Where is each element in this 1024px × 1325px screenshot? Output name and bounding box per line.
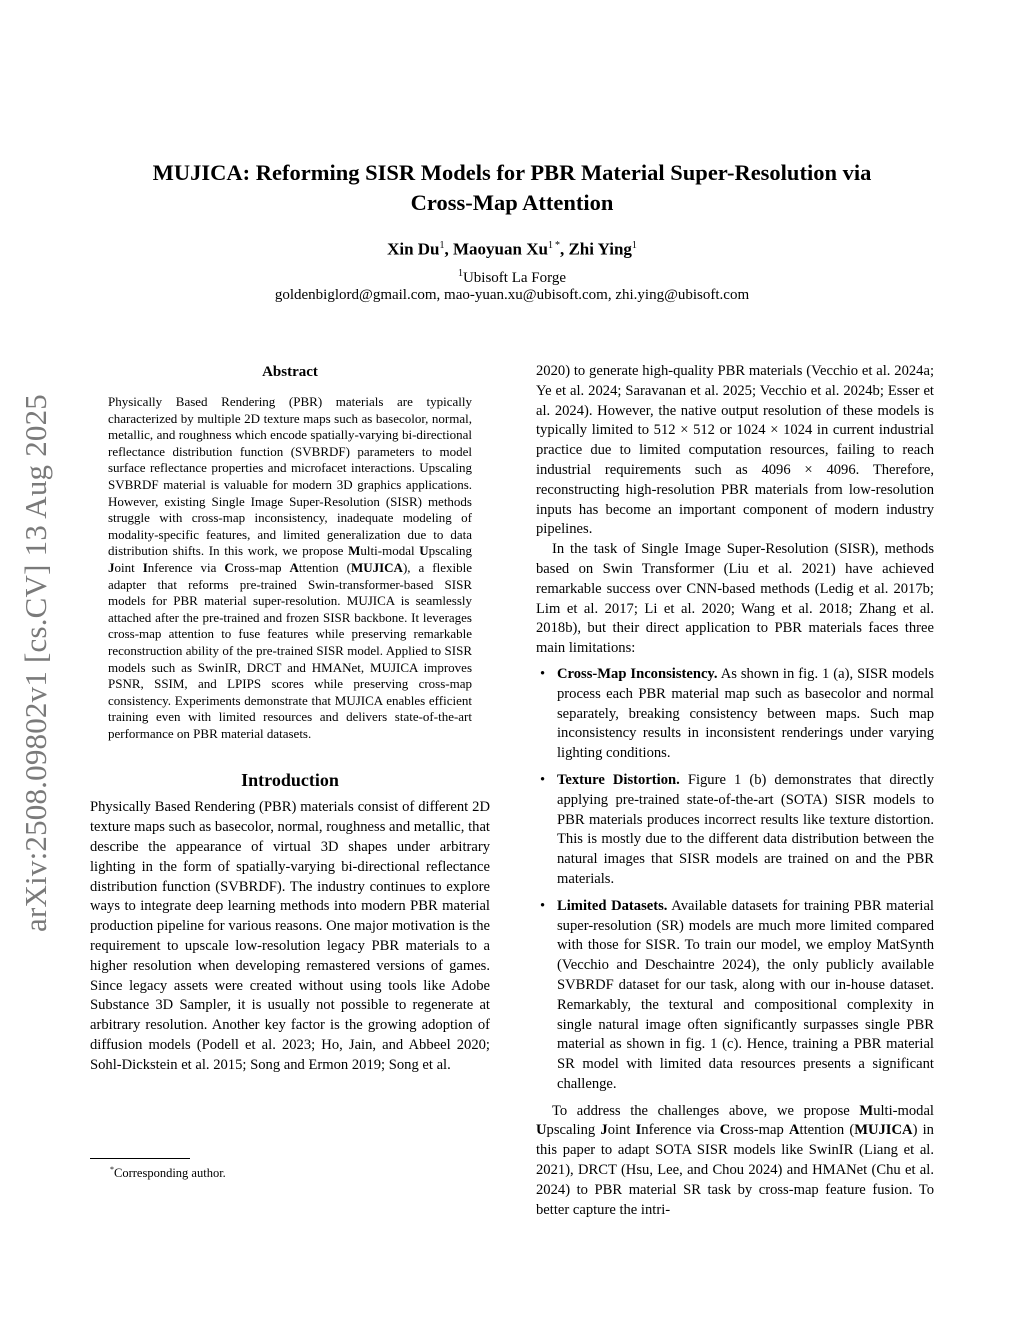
right-p1-part-c: in current industrial practice due to limited computation resources, failing to reach industrial requirements such as — [536, 422, 935, 478]
right-paragraph-2: In the task of Single Image Super-Resolution (SISR), methods based on Swin Transformer (Liu et al. 2021) have achieved remarkable success over CNN-based methods (Ledig et al. 2017b; Lim et al. 2017; Li et al. 2020; Wang et al. 2018; Zhang et al. 2018b), but their direct application to PBR materials faces three main limitations: — [536, 541, 934, 657]
author-emails: goldenbiglord@gmail.com, mao-yuan.xu@ubisoft.com, zhi.ying@ubisoft.com — [274, 287, 750, 303]
title-line-2: Cross-Map Attention — [410, 190, 614, 215]
affiliation-mark: 1 — [457, 268, 463, 279]
acr-C: C — [224, 559, 234, 575]
right-column — [536, 362, 934, 1220]
abstract-text — [108, 394, 472, 742]
author-2: Maoyuan Xu — [453, 239, 548, 259]
limitations-list — [536, 665, 934, 1095]
p3-A: A — [788, 1122, 800, 1139]
acr-ulti: ulti-modal — [360, 543, 420, 559]
footnote-text: Corresponding author. — [114, 1166, 226, 1181]
author-3: Zhi Ying — [568, 239, 632, 259]
right-p1-part-a: 2020) to generate high-quality PBR materials (Vecchio et al. 2024a; Ye et al. 2024; Saravanan et al. 2025; Vecchio et al. 2024b; Esser et al. 2024). However, the native output resolution of these models is typically limited to — [536, 363, 934, 439]
bullet-icon: • — [540, 771, 546, 788]
p3-nference: nference via — [641, 1122, 720, 1139]
author-1-mark: 1 — [439, 240, 445, 251]
abstract-heading: Abstract — [262, 364, 318, 380]
right-paragraph-1 — [536, 362, 934, 540]
acr-ttention: ttention ( — [298, 559, 351, 575]
author-3-mark: 1 — [631, 240, 637, 251]
bullet-title: Limited Datasets. — [557, 897, 668, 914]
acr-pscaling: pscaling — [428, 543, 472, 559]
acr-U: U — [419, 543, 429, 559]
math-4096: 4096 × 4096 — [761, 461, 856, 478]
bullet-icon: • — [540, 665, 546, 682]
p3-ulti: ulti-modal — [873, 1102, 934, 1119]
author-2-mark: 1 * — [547, 240, 560, 251]
math-1024: 1024 × 1024 — [736, 422, 813, 439]
abstract-acronym: MUJICA — [350, 559, 403, 575]
p3-M: M — [859, 1102, 874, 1119]
bullet-text: Available datasets for training PBR material super-resolution (SR) models are much more limited compared with those for SISR. To train our model, we employ MatSynth (Vecchio and Deschaintre 2024), the only publicly available SVBRDF dataset for our task, along with our in-house dataset. Remarkably, the textural and compositional complexity in single natural image often significantly surpasses single PBR material as shown in fig. 1 (c). Hence, training a PBR material SR model with limited data resources presents a significant challenge. — [557, 897, 934, 1092]
arxiv-identifier-text: arXiv:2508.09802v1 [cs.CV] 13 Aug 2025 — [18, 393, 53, 933]
acr-oint: oint — [114, 559, 143, 575]
footnote — [110, 1162, 226, 1181]
p3-C: C — [719, 1122, 731, 1139]
acr-ross: ross-map — [233, 559, 290, 575]
list-item — [536, 665, 934, 764]
p3-U: U — [536, 1122, 547, 1139]
p3-pscaling: pscaling — [546, 1122, 601, 1139]
acr-A: A — [289, 559, 299, 575]
bullet-text: Figure 1 (b) demonstrates that directly applying pre-trained state-of-the-art (SOTA) SISR models to PBR materials produces incorrect results like texture distortion. This is mostly due to the different data distribution between the natural images that SISR models are trained on and the PBR materials. — [557, 771, 934, 887]
bullet-icon: • — [540, 897, 546, 914]
list-item — [536, 897, 934, 1095]
p3-acronym: MUJICA — [854, 1122, 913, 1139]
paper-title — [100, 158, 924, 218]
p3-ross: ross-map — [730, 1122, 789, 1139]
p3-oint: oint — [607, 1122, 636, 1139]
introduction-paragraph-1: Physically Based Rendering (PBR) materials consist of different 2D texture maps such as basecolor, normal, roughness and metallic, that describe the appearance of virtual 3D shapes under arbitrary lighting in the form of spatially-varying bi-directional reflectance distribution function (SVBRDF). The industry continues to explore ways to integrate deep learning methods into modern PBR material production pipeline for various reasons. One major motivation is the requirement to upscale low-resolution legacy PBR materials to a higher resolution when developing remastered versions of games. Since legacy assets were created without using tools like Adobe Substance 3D Sampler, it is usually not possible to regenerate at arbitrary resolution. Another key factor is the growing adoption of diffusion models (Podell et al. 2023; Ho, Jain, and Abbeel 2020; Sohl-Dickstein et al. 2015; Song and Ermon 2019; Song et al. — [90, 799, 490, 1073]
acr-I: I — [142, 559, 148, 575]
bullet-text: As shown in fig. 1 (a), SISR models process each PBR material map such as basecolor and normal separately, breaking consistency between maps. Such map inconsistency results in inconsistent renderings under varying lighting conditions. — [557, 665, 934, 762]
introduction-heading: Introduction — [241, 770, 339, 791]
right-p3-part-b: ) in this paper to adapt SOTA SISR models like SwinIR (Liang et al. 2021), DRCT (Hsu, Lee, and Chou 2024) and HMANet (Chu et al. 2024) to PBR material SR task by cross-map feature fusion. To better capture the intri- — [536, 1122, 934, 1218]
acr-nference: nference via — [147, 559, 225, 575]
right-paragraph-3 — [536, 1102, 934, 1221]
abstract-part-2: ), a flexible adapter that reforms pre-trained Swin-transformer-based SISR models for PBR material super-resolution. MUJICA is seamlessly attached after the pre-trained and frozen SISR backbone. It leverages cross-map attention to fuse features while preserving remarkable reconstruction ability of the pre-trained SISR model. Applied to SISR models such as SwinIR, DRCT and HMANet, MUJICA improves PSNR, SSIM, and LPIPS scores while preserving cross-map consistency. Experiments demonstrate that MUJICA enables efficient training even with limited resources and delivers state-of-the-art performance on PBR material datasets. — [108, 559, 472, 741]
abstract-part-1: Physically Based Rendering (PBR) materials are typically characterized by multiple 2D texture maps such as basecolor, normal, metallic, and roughness which encode spatially-varying bi-directional reflectance distribution function (SVBRDF) parameters to model surface reflectance properties and microfacet interactions. Upscaling SVBRDF material is valuable for modern 3D graphics applications. However, existing Single Image Super-Resolution (SISR) methods struggle with cross-map inconsistency, inadequate modeling of modality-specific features, and limited generalization due to data distribution shifts. In this work, we propose — [108, 394, 472, 559]
bullet-title: Texture Distortion. — [557, 771, 680, 788]
author-1: Xin Du — [387, 239, 440, 259]
math-512: 512 × 512 — [653, 422, 715, 439]
author-list: Xin Du$^1$, Maoyuan $Xu^{1 *}$, Zhi Ying$^1$ — [387, 239, 637, 259]
acr-M: M — [348, 543, 361, 559]
right-p1-part-b: or — [714, 422, 737, 439]
p3-ttention: ttention — [799, 1122, 845, 1139]
arxiv-identifier — [12, 368, 60, 958]
acr-J: J — [108, 559, 115, 575]
bullet-title: Cross-Map Inconsistency. — [557, 665, 718, 682]
right-p3-part-a: To address the challenges above, we propose — [552, 1102, 860, 1119]
p3-I: I — [635, 1122, 642, 1139]
left-column — [90, 362, 490, 1076]
footnote-rule — [90, 1158, 190, 1159]
list-item — [536, 771, 934, 890]
right-p1-part-d: . Therefore, reconstructing high-resolution PBR materials from low-resolution inputs has become an important component of modern industry pipelines. — [536, 461, 935, 538]
p3-open-paren: ( — [844, 1122, 855, 1139]
footnote-mark: * — [110, 1165, 114, 1174]
p3-J: J — [600, 1122, 608, 1139]
affiliation-name: Ubisoft La Forge — [462, 270, 567, 286]
title-line-1: MUJICA: Reforming SISR Models for PBR Material Super-Resolution via — [152, 160, 872, 185]
